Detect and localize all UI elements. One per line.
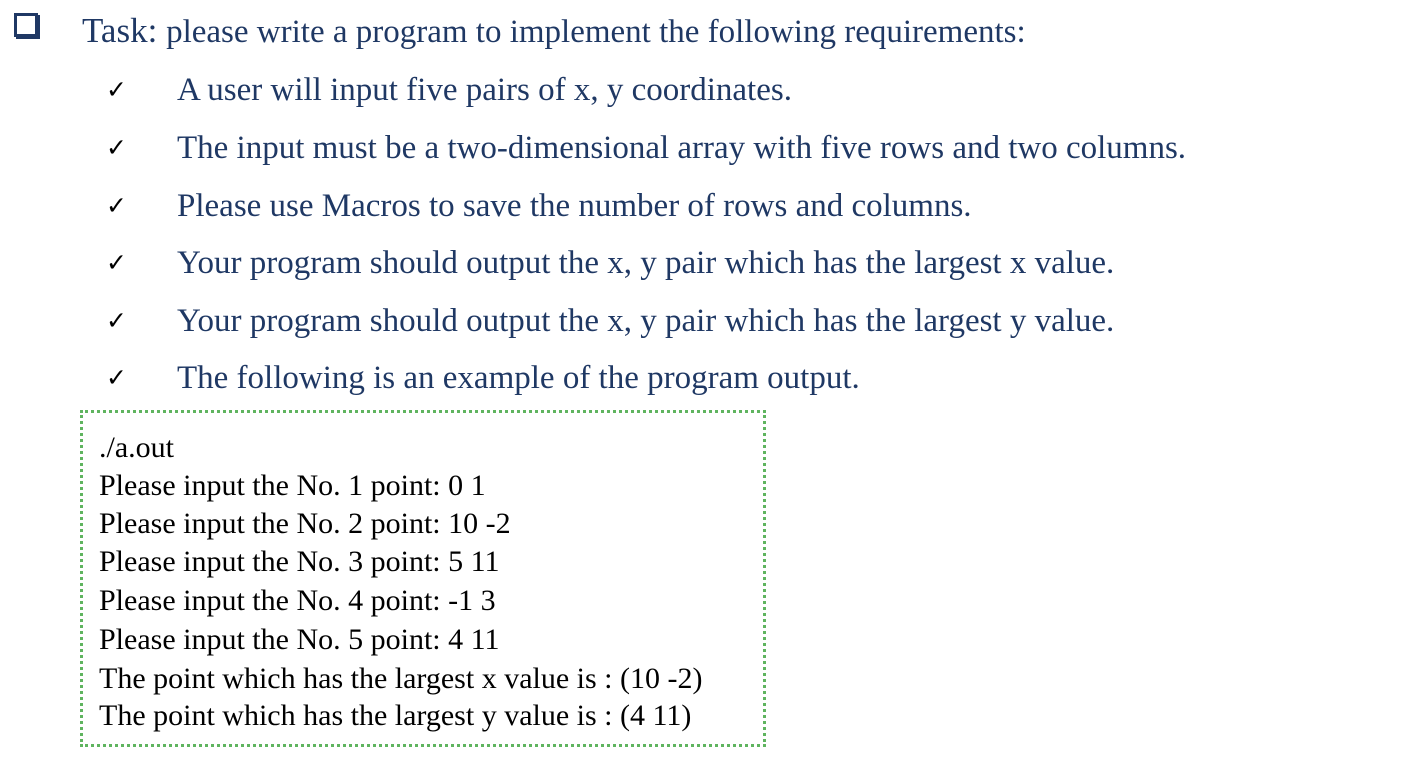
output-line: Please input the No. 1 point: 0 1 bbox=[99, 469, 486, 502]
requirement-text: Your program should output the x, y pair which has the largest y value. bbox=[177, 303, 1115, 339]
task-checkbox-icon bbox=[14, 13, 38, 37]
checkmark-icon: ✓ bbox=[106, 191, 127, 220]
requirement-text: The following is an example of the program output. bbox=[177, 360, 860, 396]
checkmark-icon: ✓ bbox=[106, 363, 127, 392]
output-line: Please input the No. 5 point: 4 11 bbox=[99, 623, 500, 656]
checkmark-icon: ✓ bbox=[106, 133, 127, 162]
task-description: please write a program to implement the following requirements: bbox=[166, 14, 1026, 50]
task-heading bbox=[82, 6, 1026, 56]
checkmark-icon: ✓ bbox=[106, 306, 127, 335]
requirement-text: Please use Macros to save the number of rows and columns. bbox=[177, 188, 972, 224]
output-line: ./a.out bbox=[99, 431, 174, 464]
requirement-text: Your program should output the x, y pair which has the largest x value. bbox=[177, 245, 1115, 281]
output-line: The point which has the largest y value is : (4 11) bbox=[99, 699, 692, 732]
output-line: Please input the No. 4 point: -1 3 bbox=[99, 584, 496, 617]
requirement-text: The input must be a two-dimensional array with five rows and two columns. bbox=[177, 130, 1187, 166]
checkmark-icon: ✓ bbox=[106, 248, 127, 277]
requirement-item bbox=[0, 68, 1406, 112]
output-line: Please input the No. 3 point: 5 11 bbox=[99, 545, 500, 578]
requirement-item bbox=[0, 241, 1406, 285]
task-label: Task: bbox=[82, 11, 158, 50]
requirement-item bbox=[0, 356, 1406, 400]
example-output-box bbox=[80, 410, 766, 747]
requirement-item bbox=[0, 299, 1406, 343]
requirement-item bbox=[0, 184, 1406, 228]
requirement-text: A user will input five pairs of x, y coordinates. bbox=[177, 72, 792, 108]
checkmark-icon: ✓ bbox=[106, 75, 127, 104]
output-line: Please input the No. 2 point: 10 -2 bbox=[99, 507, 511, 540]
output-line: The point which has the largest x value is : (10 -2) bbox=[99, 662, 703, 695]
requirement-item bbox=[0, 126, 1406, 170]
